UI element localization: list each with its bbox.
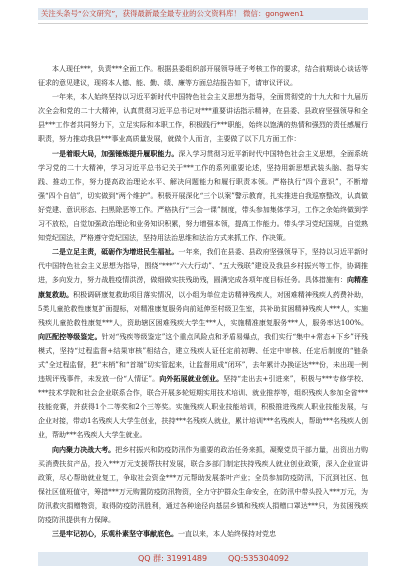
section-two-text: 一年来，我们在县委、县政府坚强领导下，坚持以习近平新时代中国特色社会主义思想为指导，围绕“***”“六大行动”、“五大残联”建设及我县乡村振兴等工作，协调推进，多向发力，努力战胜疫情洪涝，做细做实扶残助残，圆满完成各项年度目标任务。具体措施有： <box>38 248 369 285</box>
banner-text: 关注头条号“公文研究”，获得最新最全最专业的公文资料库！ 微信：gongwen1 <box>41 9 304 18</box>
section-three <box>38 527 368 541</box>
sub-heading-employment: 向外拓展就业创业。 <box>159 374 224 384</box>
qq-group-text: QQ 群: 31991489 <box>138 554 208 563</box>
sub-heading-rehab: 向精准康复救助。 <box>38 275 369 299</box>
sub-heading-assessment: 向匹配控等级鉴定。 <box>38 331 102 341</box>
section-one-text: 深入学习贯彻习近平新时代中国特色社会主义思想，全面系统学习党的二十大精神，学习习近平总书记关于***工作的系列重要论述，坚持用新思想武装头脑、指导实践、推动工作，努力提高政治理论水平、解决问题能力和履行职责本领。严格执行“四个意识”，不断增强“四个自信”，切实做到“两个维护”。积极开展深化“三个以案”警示教育，扎实推进自我巡察整改，认真做好党建、意识形态、扫黑除恶等工作。严格执行“三会一课”制度，带头参加集体学习，工作之余始终做到学习不放松，自觉加强政治理论和业务知识积累，努力增强本领，提高工作能力。带头学习党纪国规，自觉熟知党纪国法，严格遵守党纪国法，坚持用法治思维和法治方式来抓工作、作决策。 <box>38 149 369 243</box>
section-three-text: 一直以来，本人始终保持对党忠 <box>178 530 276 539</box>
section-two-heading: 二是立足主责，砥砺作为增进民生福祉。 <box>52 247 179 257</box>
section-two: 二是立足主责，砥砺作为增进民生福祉。一年来，我们在县委、县政府坚强领导下，坚持以习近平新时代中国特色社会主义思想为指导，围绕“***”“六大行动”、“五大残联”建设及我县乡村振兴等工作，协调推进，多向发力，努力战胜疫情洪涝，做细做实扶残助残，圆满完成各项年度目标任务。具体措施有：向精准康复救助。积极调研康复救助项目落实情况，以小组为单位走访精神残疾人，对困难精神残疾人药费补助，5类儿童抢救性康复扩面提标，对精准康复服务向前延伸至村级卫生室，共补助贫困精神残疾人***人，实施残疾儿童抢救性康复***人，资助辖区困难残疾大学生***人，实施精准康复服务***人，服务率达100%。向匹配控等级鉴定。针对“残疾等级鉴定”这个重点风险点和矛盾易爆点，我们实行“集中+常态+下乡”评残模式，坚持“过程监督+结果审核”相结合，建立残疾人证任定前初聘、任定中审核、任定后制度的“链条式”全过程监督，把“末梢”和“首端”切实管起来，让监督用成“闭环”，去年累计办换证达***份，未出现一例违规评残事件，未发放一份“人情证”。向外拓展就业创业。坚持“走出去+引进来”，积极与***专修学校、***技术学院和社会企业联系合作，联合开展多轮短期实用技术培训、就业推荐等，组织残疾人参加全省***技能竞赛，并获得1个二等奖和2个三等奖。实施残疾人职业技能培训，积极推进残疾人职业技能发展，与企业对接，带动1名残疾人大学生创业，扶持***名残疾人就业，累计培训***名残疾人，帮助***名残疾人创业，帮助***名残疾人大学生就业。 <box>38 247 369 440</box>
greeting-paragraph: 本人现任***，负责***全面工作。根据县委组织部开展领导班子考核工作的要求，结合前期谈心谈话等征求的意见建议，现将本人德、能、勤、绩、廉等方面总结报告如下，请审议评议。 <box>38 65 368 88</box>
section-one <box>38 147 368 246</box>
header-divider <box>38 23 368 24</box>
document-body <box>38 62 368 541</box>
section-three-heading: 三是牢记初心，乐观朴素坚守事献底色。 <box>52 529 178 539</box>
qq-number-text: QQ:535304092 <box>228 554 290 563</box>
section-two-cont: 向内聚力决战大考。把乡村振兴和防疫防汛作为重要的政治任务来抓，凝聚党员干部力量，出资出力购买消费扶贫产品，投入***万元支援帮扶村发展，联合多部门制定扶持残疾人就业创业政策，深入企业宣讲政策，尽心帮助就业复工，争取社会资金***万元帮助发展茶叶产业；全员参加防疫防汛，下沉到社区、包保社区值班值守，筹措***万元购置防疫防汛物资，全力守护群众生命安全，在防汛中带头投入***万元，为防汛救灾捐赠物资，取得防疫防汛胜利，通过各种途径向基层乡镇和残疾人捐赠口罩达***只，为贫困残疾防疫防汛提供有力保障。 <box>38 444 369 524</box>
section-one-heading: 一是着眼大局，加强锤炼提升履职能力。 <box>52 148 179 158</box>
top-banner <box>38 8 368 20</box>
sub-heading-cohesion: 向内聚力决战大考。 <box>52 444 116 454</box>
footer-banner <box>38 552 368 566</box>
intro-paragraph: 一年来，本人始终坚持以习近平新时代中国特色社会主义思想为指导，全面贯彻党的十九大和十九届历次全会和党的二十大精神，认真贯彻习近平总书记对***重要讲话指示精神，在县委、县政府坚强领导和全县***工作者共同努力下，立足实际和本职工作，积极践行***职能，始终以饱满的热情和强烈的责任感履行职责，努力推动我县***事业高质量发展，就做个人而言，主要做了以下几方面工作： <box>38 93 368 144</box>
